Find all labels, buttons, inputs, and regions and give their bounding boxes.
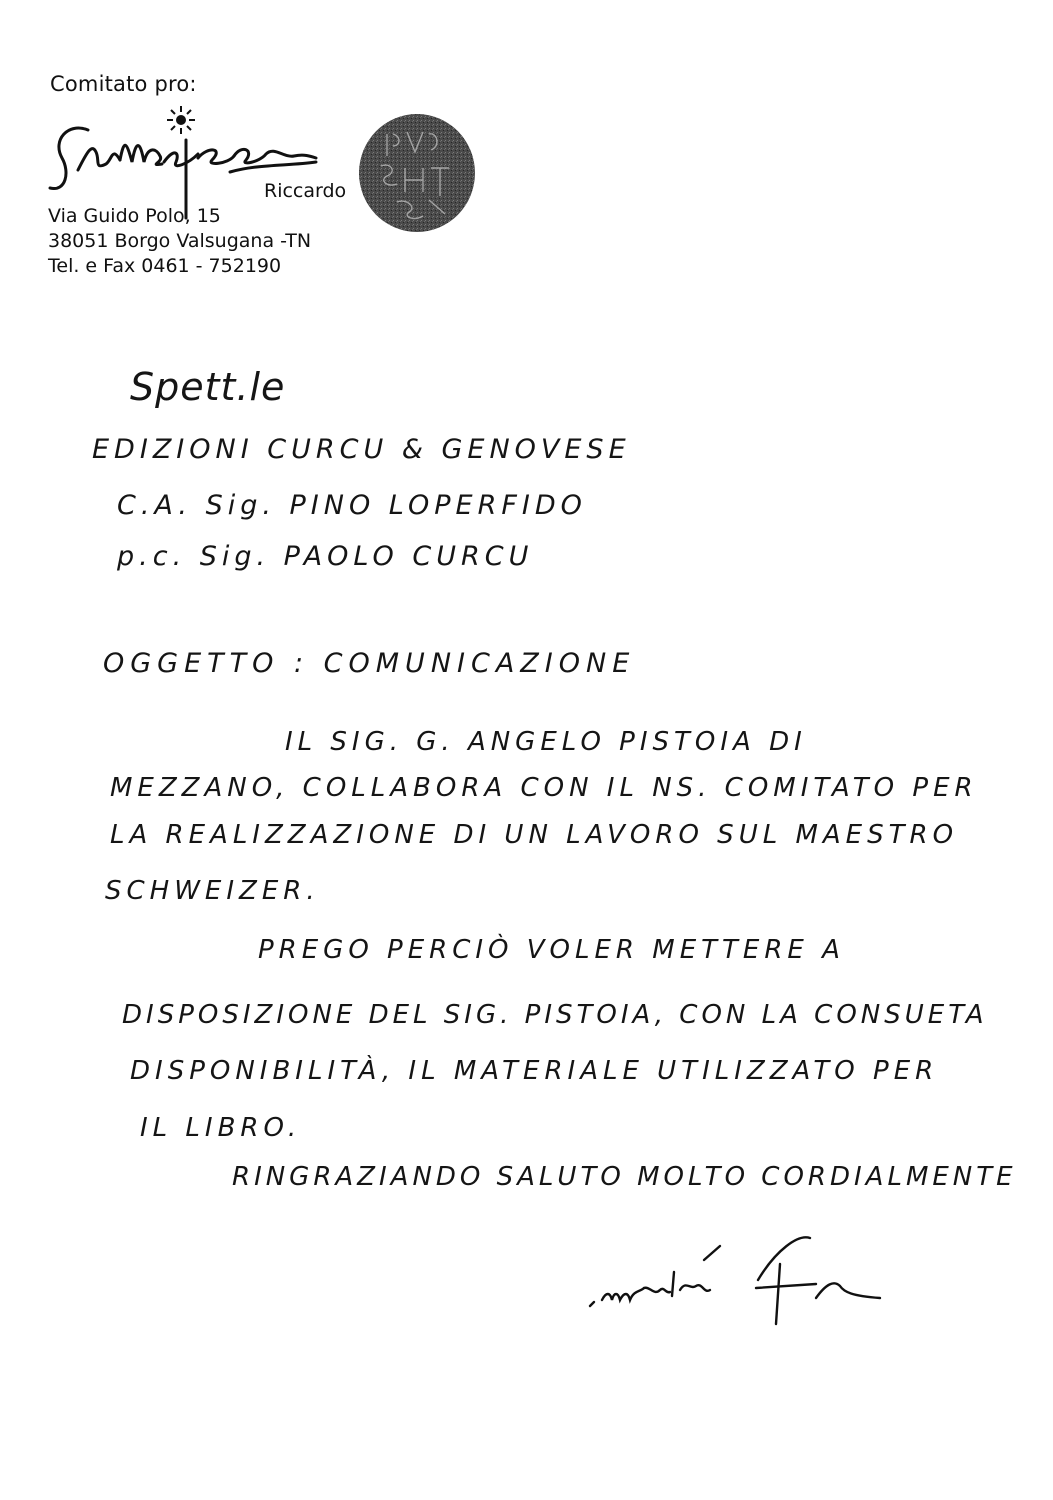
- letterhead-address: [48, 204, 311, 279]
- recipient-publisher: EDIZIONI CURCU & GENOVESE: [92, 434, 631, 465]
- address-street: Via Guido Polo, 15: [48, 205, 221, 227]
- letterhead: [48, 72, 378, 287]
- body-line: IL LIBRO.: [140, 1113, 302, 1143]
- body-line: IL SIG. G. ANGELO PISTOIA DI: [285, 727, 807, 757]
- address-phone: Tel. e Fax 0461 - 752190: [48, 255, 282, 277]
- recipient-attention: C.A. Sig. PINO LOPERFIDO: [117, 490, 587, 521]
- body-line: SCHWEIZER.: [105, 876, 320, 906]
- letterhead-first-name: Riccardo: [264, 180, 347, 202]
- body-line: MEZZANO, COLLABORA CON IL NS. COMITATO PER: [110, 773, 978, 803]
- body-line: DISPOSIZIONE DEL SIG. PISTOIA, CON LA CONSUETA: [122, 1000, 988, 1030]
- recipient-cc: p.c. Sig. PAOLO CURCU: [117, 541, 534, 572]
- body-line: PREGO PERCIÒ VOLER METTERE A: [258, 935, 845, 965]
- svg-text:Schweizer: Schweizer: [48, 100, 53, 101]
- letterhead-label: Comitato pro:: [50, 72, 197, 96]
- svg-text:Schweizer Riccardo: Schweizer Riccardo: [580, 1230, 589, 1231]
- address-city: 38051 Borgo Valsugana -TN: [48, 230, 312, 252]
- closing-line: RINGRAZIANDO SALUTO MOLTO CORDIALMENTE: [232, 1162, 1017, 1192]
- body-line: LA REALIZZAZIONE DI UN LAVORO SUL MAESTRO: [110, 820, 959, 850]
- salutation: Spett.le: [130, 365, 286, 409]
- sun-icon: [167, 106, 195, 134]
- handwritten-signature: [580, 1230, 900, 1340]
- body-line: DISPONIBILITÀ, IL MATERIALE UTILIZZATO PER: [130, 1056, 939, 1086]
- subject-line: OGGETTO : COMUNICAZIONE: [103, 648, 636, 679]
- seal-stamp: [357, 112, 477, 234]
